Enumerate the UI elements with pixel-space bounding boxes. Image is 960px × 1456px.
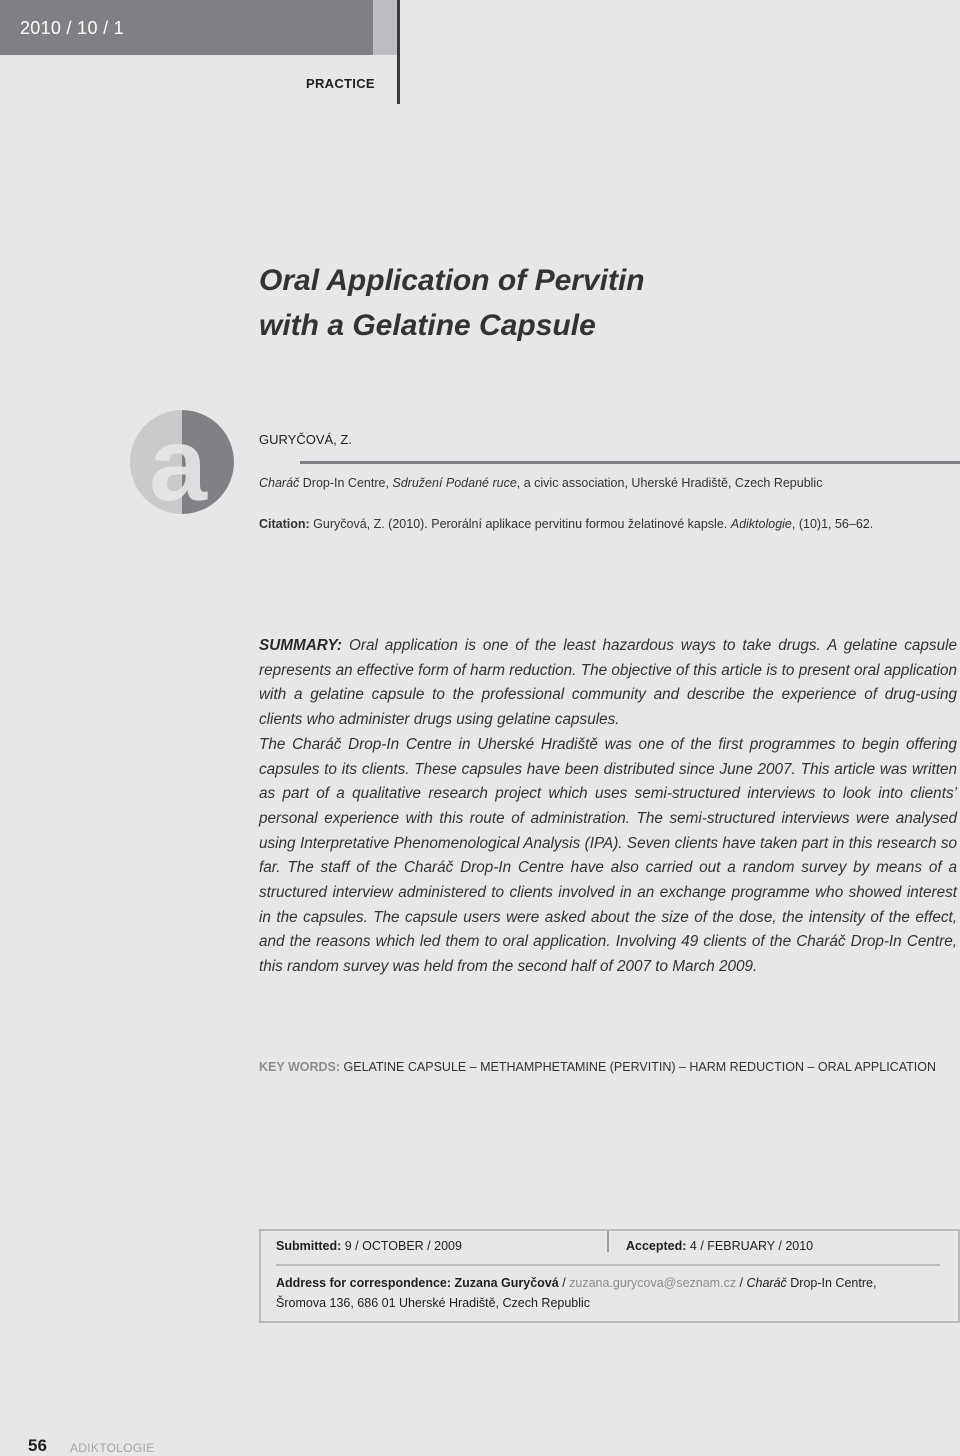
summary-paragraph-1: Oral application is one of the least hazardous ways to take drugs. A gelatine capsule represents an effective form of harm reduction. The objective of this article is to present oral application with a gelatine capsule to the professional community and describe the experience of drug-using clients who administer drugs using gelatine capsules. xyxy=(259,637,957,729)
keywords xyxy=(259,1060,936,1074)
citation-text: Guryčová, Z. (2010). Perorální aplikace pervitinu formou želatinové kapsle. xyxy=(309,517,731,531)
info-box-rule xyxy=(276,1264,940,1266)
section-label: PRACTICE xyxy=(306,76,375,91)
citation-rest: , (10)1, 56–62. xyxy=(791,517,874,531)
address-separator-2: / xyxy=(736,1276,747,1290)
affiliation-location: , a civic association, Uherské Hradiště, Czech Republic xyxy=(516,476,823,490)
address-label: Address for correspondence: Zuzana Guryčová xyxy=(276,1276,559,1290)
svg-text:a: a xyxy=(149,408,207,516)
info-box-divider xyxy=(607,1231,609,1252)
title-line-2: with a Gelatine Capsule xyxy=(259,309,596,342)
summary-paragraph-2: The Charáč Drop-In Centre in Uherské Hradiště was one of the first programmes to begin offering capsules to its clients. These capsules have been distributed since June 2007. This article was written as part of a qualitative research project which uses semi-structured interviews to look into clients’ personal experience with this route of administration. The semi-structured interviews were analysed using Interpretative Phenomenological Analysis (IPA). Seven clients have taken part in this research so far. The staff of the Charáč Drop-In Centre have also carried out a random survey by means of a structured interview administered to clients involved in an exchange programme who showed interest in the capsules. The capsule users were asked about the size of the dose, the intensity of the effect, and the reasons which led them to oral application. Involving 49 clients of the Charáč Drop-In Centre, this random survey was held from the second half of 2007 to March 2009. xyxy=(259,735,957,976)
address-separator: / xyxy=(558,1276,570,1290)
citation-journal: Adiktologie xyxy=(730,517,792,531)
journal-logo-a-icon xyxy=(128,408,236,516)
citation-label: Citation: xyxy=(259,517,310,531)
issue-bar-accent xyxy=(373,0,397,55)
affiliation-association: Sdružení Podané ruce xyxy=(392,476,517,490)
email-link[interactable]: zuzana.gurycova@seznam.cz xyxy=(569,1276,737,1290)
submitted-label: Submitted: xyxy=(276,1239,342,1253)
summary-label: SUMMARY: xyxy=(259,637,343,654)
keywords-text: GELATINE CAPSULE – METHAMPHETAMINE (PERVITIN) – HARM REDUCTION – ORAL APPLICATION xyxy=(340,1060,936,1074)
submitted-date xyxy=(276,1239,462,1253)
header-vertical-rule xyxy=(397,0,400,104)
issue-label: 2010 / 10 / 1 xyxy=(20,18,124,38)
accepted-value: 4 / FEBRUARY / 2010 xyxy=(686,1239,814,1253)
article-title xyxy=(259,258,645,348)
summary xyxy=(259,634,957,980)
accepted-label: Accepted: xyxy=(626,1239,687,1253)
address-org: Charáč xyxy=(746,1276,787,1290)
address-rest: Drop-In Centre, Šromova 136, 686 01 Uherské Hradiště, Czech Republic xyxy=(276,1276,877,1310)
affiliation-org: Charáč xyxy=(259,476,300,490)
author-rule xyxy=(300,461,960,464)
affiliation xyxy=(259,476,822,490)
author: GURYČOVÁ, Z. xyxy=(259,432,352,447)
title-line-1: Oral Application of Pervitin xyxy=(259,264,645,297)
journal-name: ADIKTOLOGIE xyxy=(70,1441,155,1455)
correspondence-address xyxy=(276,1273,926,1313)
keywords-label: KEY WORDS: xyxy=(259,1060,341,1074)
submitted-value: 9 / OCTOBER / 2009 xyxy=(341,1239,462,1253)
accepted-date xyxy=(626,1239,813,1253)
affiliation-text: Drop-In Centre, xyxy=(299,476,393,490)
citation xyxy=(259,517,873,531)
page-number: 56 xyxy=(28,1436,47,1455)
